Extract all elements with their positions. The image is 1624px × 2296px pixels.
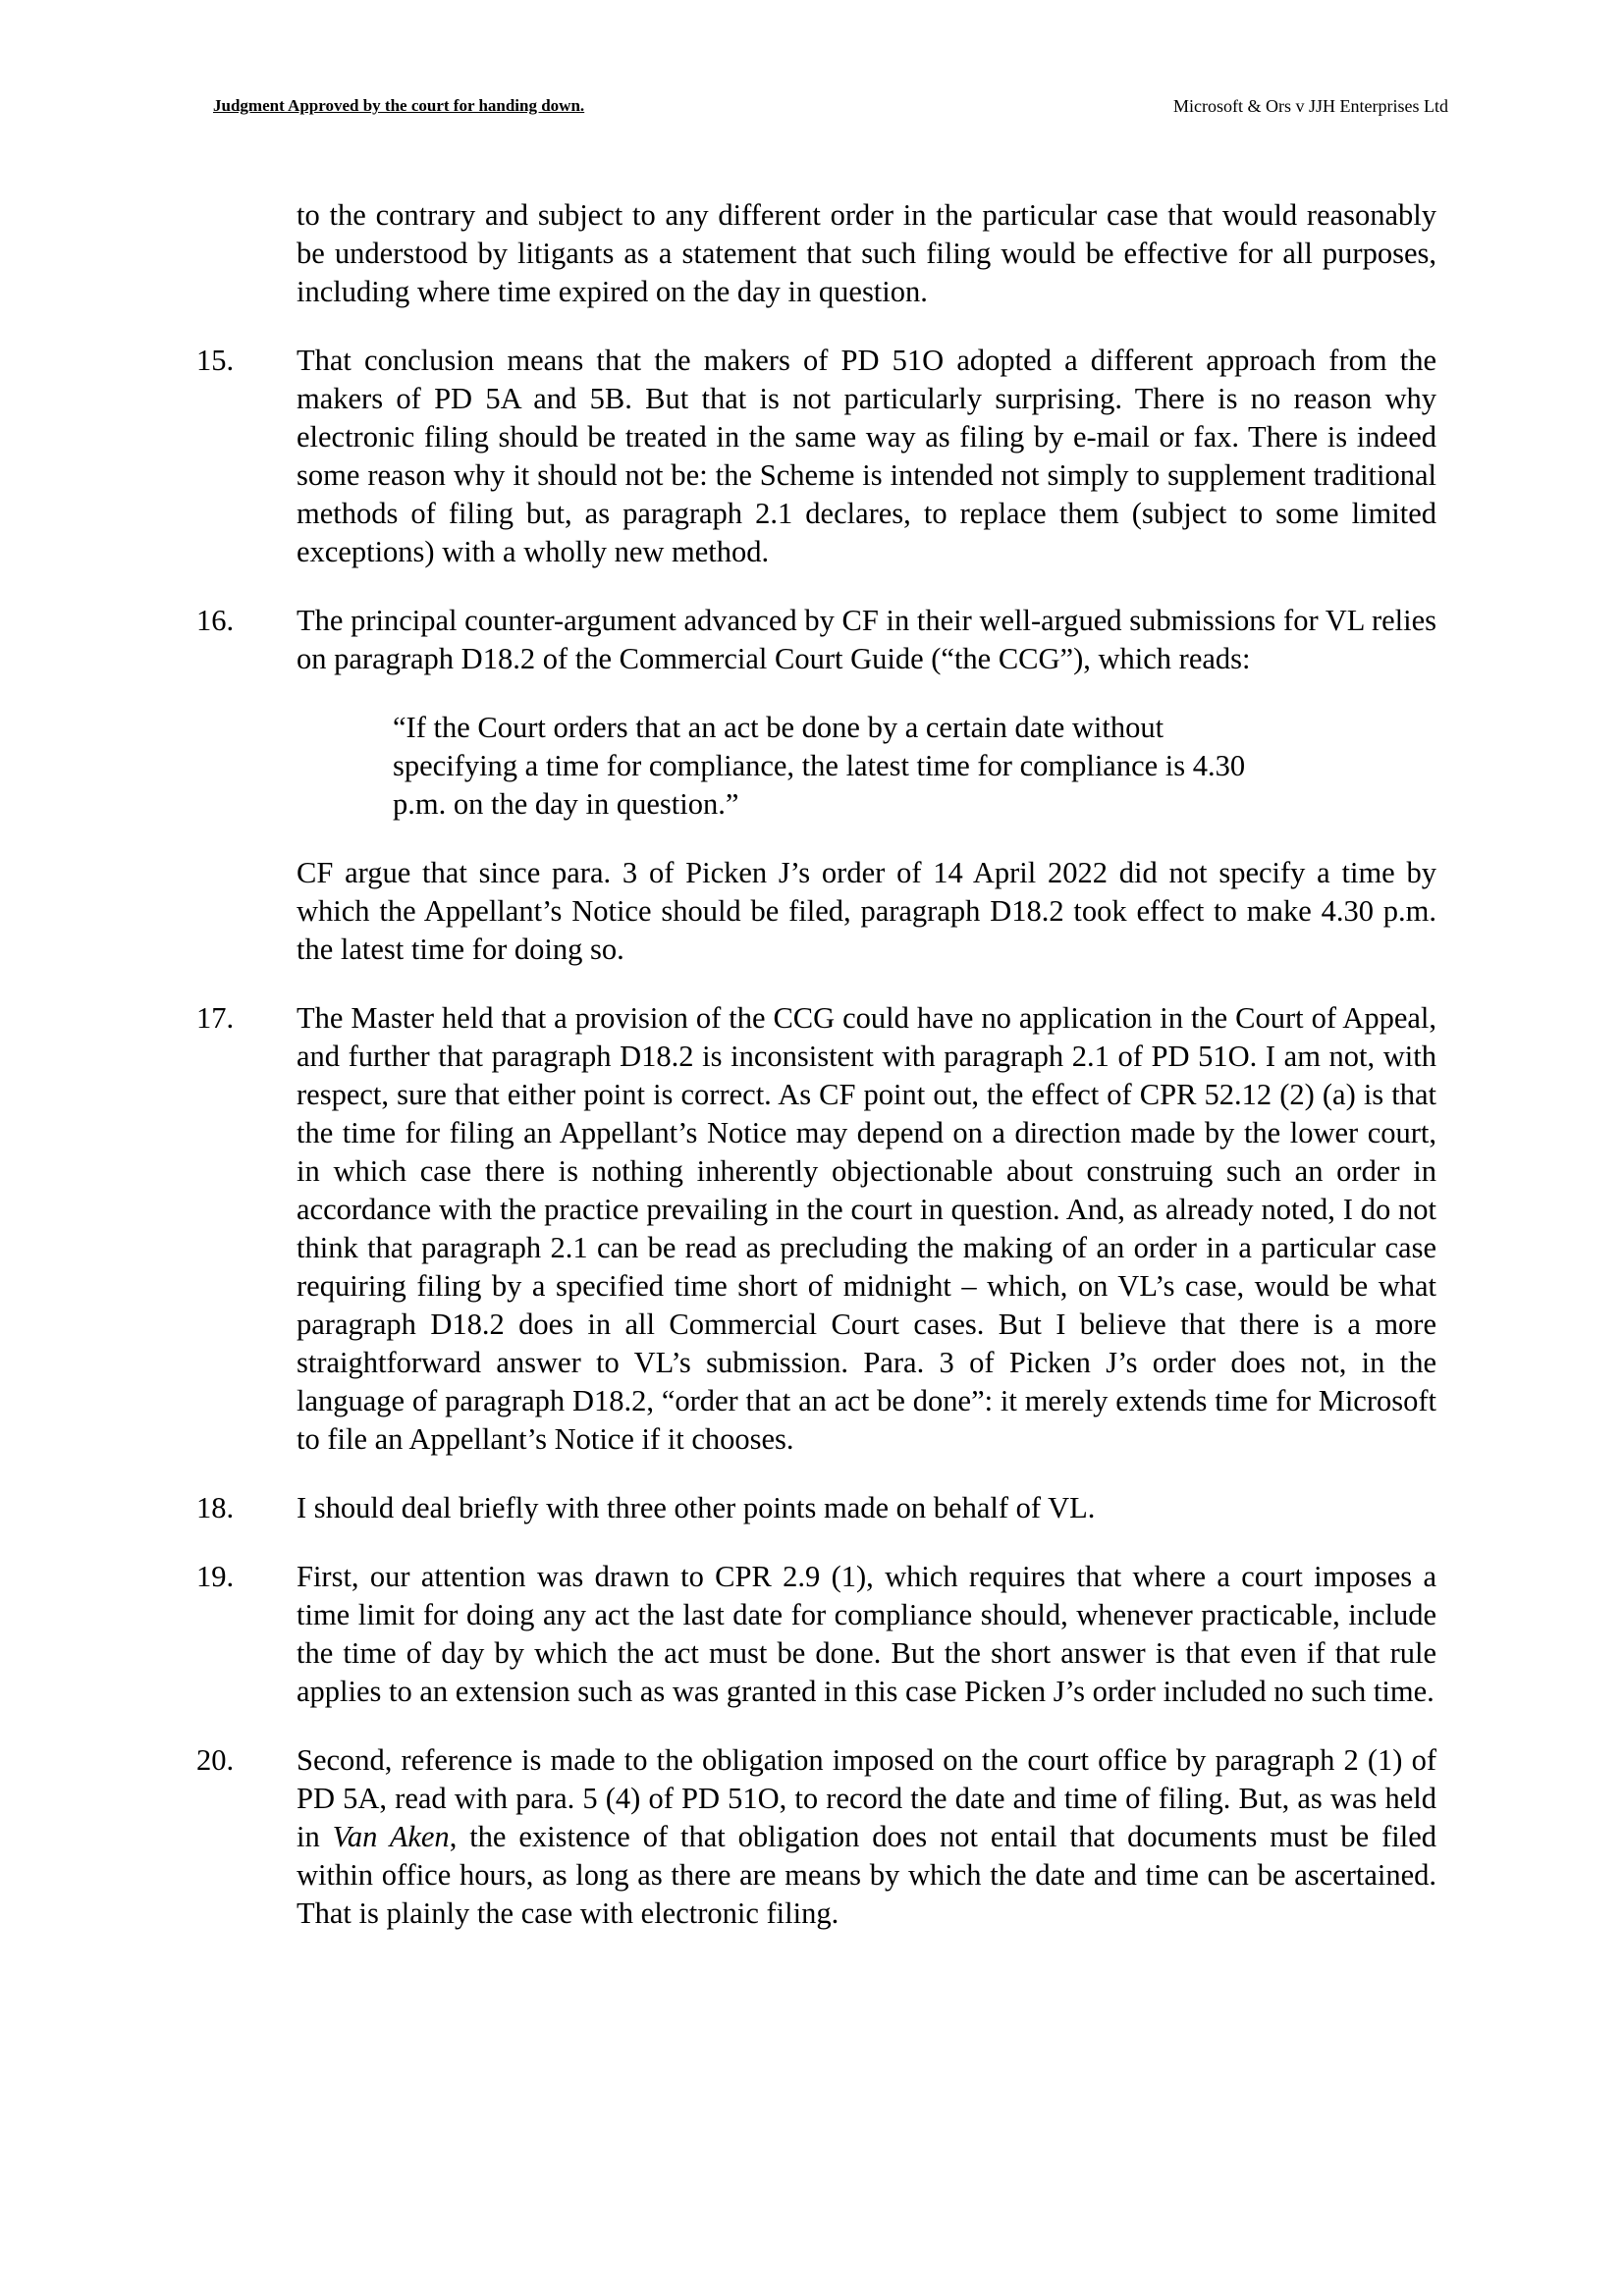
paragraph-number: 19. [196,1560,235,1593]
judgment-body [196,196,1436,1963]
paragraph-number: 18. [196,1491,235,1524]
paragraph-16 [196,602,1436,678]
paragraph-text: The Master held that a provision of the CCG could have no application in the Court of Appeal, and further that paragraph D18.2 is inconsistent with paragraph 2.1 of PD 51O. I am not, with respect, sure that either point is correct. As CF point out, the effect of CPR 52.12 (2) (a) is that the time for filing an Appellant’s Notice may depend on a direction made by the lower court, in which case there is nothing inherently objectionable about construing such an order in accordance with the practice prevailing in the court in question. And, as already noted, I do not think that paragraph 2.1 can be read as precluding the making of an order in a particular case requiring filing by a specified time short of midnight – which, on VL’s case, would be what paragraph D18.2 does in all Commercial Court cases. But I believe that there is a more straightforward answer to VL’s submission. Para. 3 of Picken J’s order does not, in the language of paragraph D18.2, “order that an act be done”: it merely extends time for Microsoft to file an Appellant’s Notice if it chooses. [297,1001,1436,1456]
paragraph-number: 17. [196,1001,235,1035]
paragraph-text: I should deal briefly with three other points made on behalf of VL. [297,1491,1096,1524]
paragraph-number: 16. [196,604,235,637]
paragraph-19 [196,1558,1436,1711]
paragraph-number: 15. [196,344,235,377]
paragraph-text: The principal counter-argument advanced by CF in their well-argued submissions for VL relies on paragraph D18.2 of the Commercial Court Guide (“the CCG”), which reads: [297,604,1436,675]
paragraph-text: First, our attention was drawn to CPR 2.9 (1), which requires that where a court imposes a time limit for doing any act the last date for compliance should, whenever practicable, include the time of day by which the act must be done. But the short answer is that even if that rule applies to an extension such as was granted in this case Picken J’s order included no such time. [297,1560,1436,1708]
paragraph-text [297,1741,1436,1933]
paragraph-continuation: to the contrary and subject to any different order in the particular case that would reasonably be understood by litigants as a statement that such filing would be effective for all purposes, including where time expired on the day in question. [297,198,1436,308]
paragraph-text-part: Second, reference is made to the obligation imposed on the court office by paragraph 2 (1) of PD 5A, read with para. 5 (4) of PD 51O, to record the date and time of filing. But, as was held in [297,1743,1436,1853]
paragraph-text: That conclusion means that the makers of PD 51O adopted a different approach from the makers of PD 5A and 5B. But that is not particularly surprising. There is no reason why electronic filing should be treated in the same way as filing by e-mail or fax. There is indeed some reason why it should not be: the Scheme is intended not simply to supplement traditional methods of filing but, as paragraph 2.1 declares, to replace them (subject to some limited exceptions) with a wholly new method. [297,344,1436,568]
paragraph-number: 20. [196,1743,235,1777]
paragraph-17 [196,999,1436,1459]
paragraph-16-continued: CF argue that since para. 3 of Picken J’s order of 14 April 2022 did not specify a time by which the Appellant’s Notice should be filed, paragraph D18.2 took effect to make 4.30 p.m. the latest time for doing so. [297,856,1436,966]
paragraph-20 [196,1741,1436,1933]
page-header [213,96,1448,126]
paragraph-18 [196,1489,1436,1527]
judgment-approved-notice: Judgment Approved by the court for handing down. [213,96,585,115]
paragraph-text-part: , the existence of that obligation does not entail that documents must be filed within office hours, as long as there are means by which the date and time can be ascertained. That is plainly the case with electronic filing. [297,1820,1436,1930]
case-title: Microsoft & Ors v JJH Enterprises Ltd [1173,96,1448,116]
paragraph-15 [196,342,1436,571]
block-quote-ccg-d18-2: “If the Court orders that an act be done by a certain date without specifying a time for compliance, the latest time for compliance is 4.30 p.m. on the day in question.” [393,711,1246,821]
case-name-italic: Van Aken [332,1820,450,1853]
